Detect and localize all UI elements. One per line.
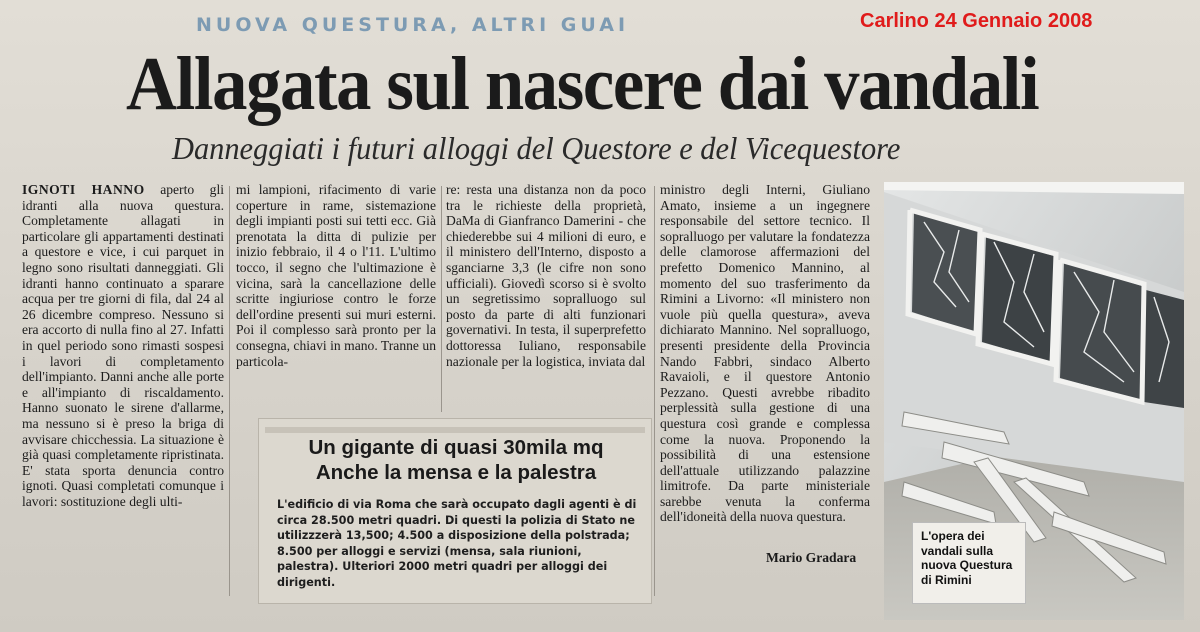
box-title (281, 435, 631, 485)
sidebar-box (258, 418, 652, 604)
kicker-line: NUOVA QUESTURA, ALTRI GUAI (196, 14, 630, 36)
column-2-text: mi lampioni, rifacimento di varie coperture in rame, sistemazione degli impianti posti sui tetti ecc. Già prenotata la ditta di pulizie per inizio febbraio, il 4 o l'11. L'ultimo tocco, il segno che l'ultimazione è vicina, sarà la cancellazione delle scritte ingiuriose contro le forze dell'ordine presenti sui muri esterni. Poi il complesso sarà pronto per la consegna, chiavi in mano. Tranne un particola- (236, 182, 436, 369)
column-divider (441, 186, 442, 412)
column-3-text: re: resta una distanza non da poco tra le richieste della proprietà, DaMa di Gianfranco Damerini - che chiederebbe sui 4 milioni di euro, e il ministero dell'Interno, disposto a sganciarne 3,3 (le cifre non sono ufficiali). Giovedì scorso si è svolto un segretissimo sopralluogo sul posto da parte di alti funzionari governativi. In testa, il superprefetto dottoressa Iuliano, responsabile nazionale per la logistica, inviata dal (446, 182, 646, 369)
article-column-4 (660, 182, 870, 525)
column-1-text: aperto gli idranti alla nuova questura. Completamente allagati in particolare gli appartamenti destinati a questore e vice, i cui parquet in legno sono risultati danneggiati. Gli idranti hanno continuato a sparare acqua per tre giorni di fila, dal 24 al 26 dicembre compreso. Nessuno si era accorto di nulla fino al 27. Infatti in quel periodo sono rimasti sospesi i lavori di completamento dell'impianto. Danni anche alle porte e all'impianto di riscaldamento. Hanno suonato le sirene d'allarme, ma nessuno si è preso la briga di avvisare chicchessia. La situazione è già quasi completamente ripristinata. E' stata sporta denuncia contro ignoti. Quasi completati comunque i lavori: sostituzione degli ulti- (22, 182, 224, 509)
subheadline: Danneggiati i futuri alloggi del Questore e del Vicequestore (172, 130, 901, 166)
article-column-1 (22, 182, 224, 509)
headline: Allagata sul nascere dai vandali (126, 42, 1039, 126)
caption-text: L'opera dei vandali sulla nuova Questura di Rimini (921, 529, 1013, 587)
article-column-3 (446, 182, 646, 369)
author-signature: Mario Gradara (766, 550, 857, 565)
box-text: L'edificio di via Roma che sarà occupato dagli agenti è di circa 28.500 metri quadri. Di questi la polizia di Stato ne utilizzzerà 13,500; 4.500 a disposizione della polstrada; 8.500 per alloggi e servizi (mensa, sala riunioni, palestra). Ulteriori 2000 metri quadri per alloggi dei dirigenti. (277, 498, 637, 589)
column-4-text: ministro degli Interni, Giuliano Amato, insieme a un ingegnere responsabile del settore tecnico. Il sopralluogo per valutare la fondatezza delle clamorose affermazioni del prefetto Domenico Mannino, al momento del suo trasferimento da Rimini a Livorno: «Il ministero non vuole più quella questura», aveva dichiarato Mannino. Nel sopralluogo, presenti presidente della Provincia Nando Fabbri, sindaco Alberto Ravaioli, e il questore Antonio Pezzano. Questi avrebbe ribadito perplessità sulla gestione di una questura così grande e complessa come la nuova. Proponendo la possibilità di una estensione dell'attuale utilizzando palazzine limitrofe. Da parte ministeriale sarebbe venuta la conferma dell'idoneità della nuova questura. (660, 182, 870, 525)
lead-words: IGNOTI HANNO (22, 182, 145, 197)
box-top-bar (265, 427, 645, 433)
date-stamp: Carlino 24 Gennaio 2008 (860, 10, 1093, 32)
box-title-line-1: Un gigante di quasi 30mila mq (308, 436, 604, 459)
column-divider (654, 186, 655, 596)
column-divider (229, 186, 230, 596)
article-column-2 (236, 182, 436, 369)
box-title-line-2: Anche la mensa e la palestra (315, 461, 597, 484)
photo-caption (912, 522, 1026, 604)
